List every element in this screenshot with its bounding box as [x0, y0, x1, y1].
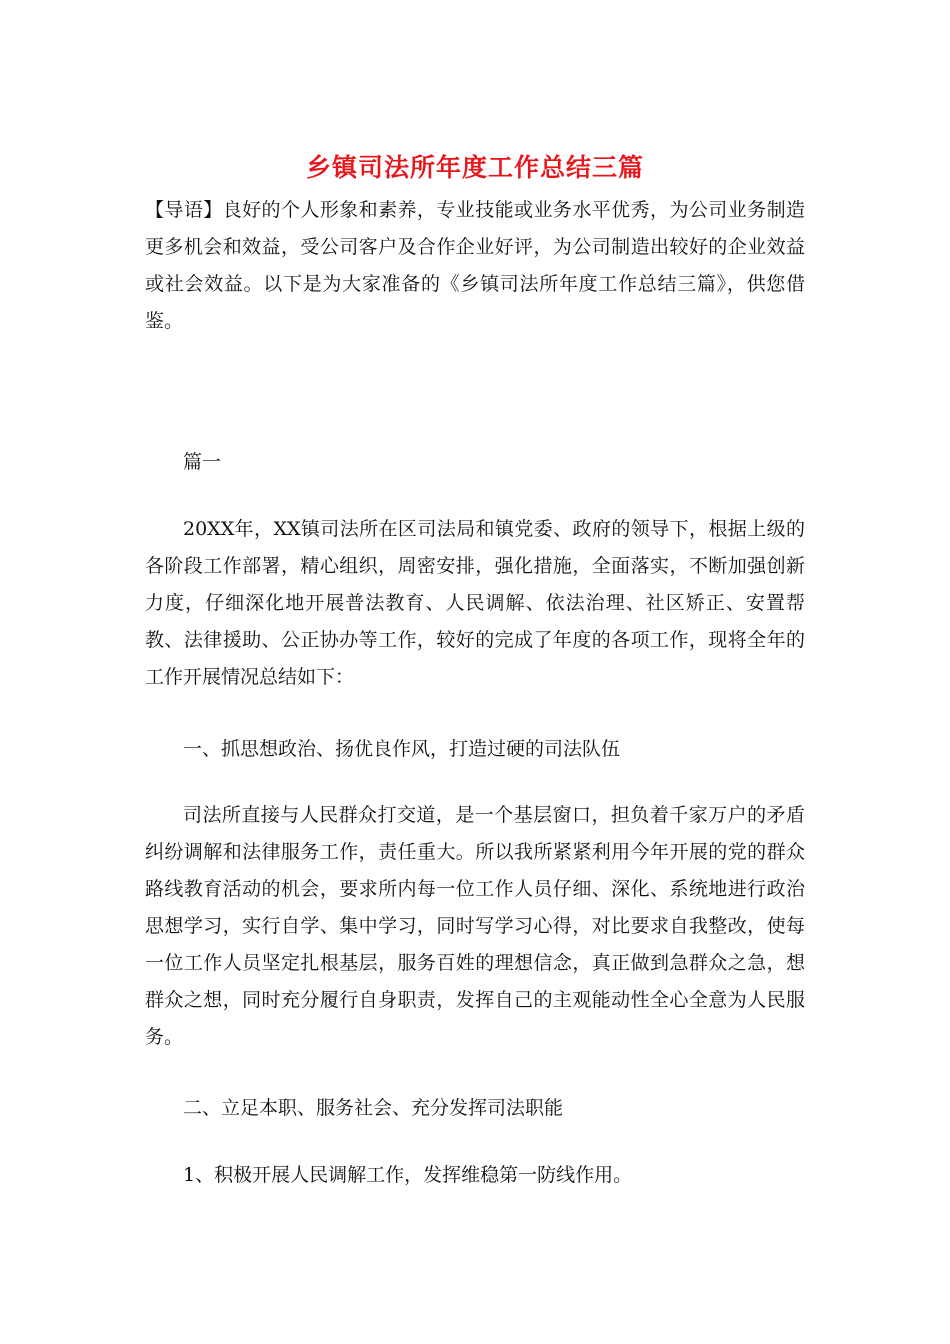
body-paragraph-2: 司法所直接与人民群众打交道，是一个基层窗口，担负着千家万户的矛盾纠纷调解和法律服务工作，责任重大。所以我所紧紧利用今年开展的党的群众路线教育活动的机会，要求所内每一位工作人员仔细、深化、系统地进行政治思想学习，实行自学、集中学习，同时写学习心得，对比要求自我整改，使每一位工作人员坚定扎根基层，服务百姓的理想信念，真正做到急群众之急，想群众之想，同时充分履行自身职责，发挥自己的主观能动性全心全意为人民服务。: [145, 804, 805, 1048]
section-heading-2: 二、立足本职、服务社会、充分发挥司法职能: [183, 1097, 564, 1119]
body-paragraph-1: 20XX年，XX镇司法所在区司法局和镇党委、政府的领导下，根据上级的各阶段工作部署，精心组织，周密安排，强化措施，全面落实，不断加强创新力度，仔细深化地开展普法教育、人民调解、依法治理、社区矫正、安置帮教、法律援助、公正协办等工作，较好的完成了年度的各项工作，现将全年的工作开展情况总结如下：: [145, 518, 805, 688]
document-title: 乡镇司法所年度工作总结三篇: [305, 153, 644, 182]
intro-paragraph: 【导语】良好的个人形象和素养，专业技能或业务水平优秀，为公司业务制造更多机会和效益，受公司客户及合作企业好评，为公司制造出较好的企业效益或社会效益。以下是为大家准备的《乡镇司法所年度工作总结三篇》，供您借鉴。: [145, 199, 805, 332]
list-item-1: 1、积极开展人民调解工作，发挥维稳第一防线作用。: [183, 1164, 633, 1186]
section-heading-1: 一、抓思想政治、扬优良作风，打造过硬的司法队伍: [183, 738, 621, 760]
section-label: 篇一: [183, 451, 222, 473]
